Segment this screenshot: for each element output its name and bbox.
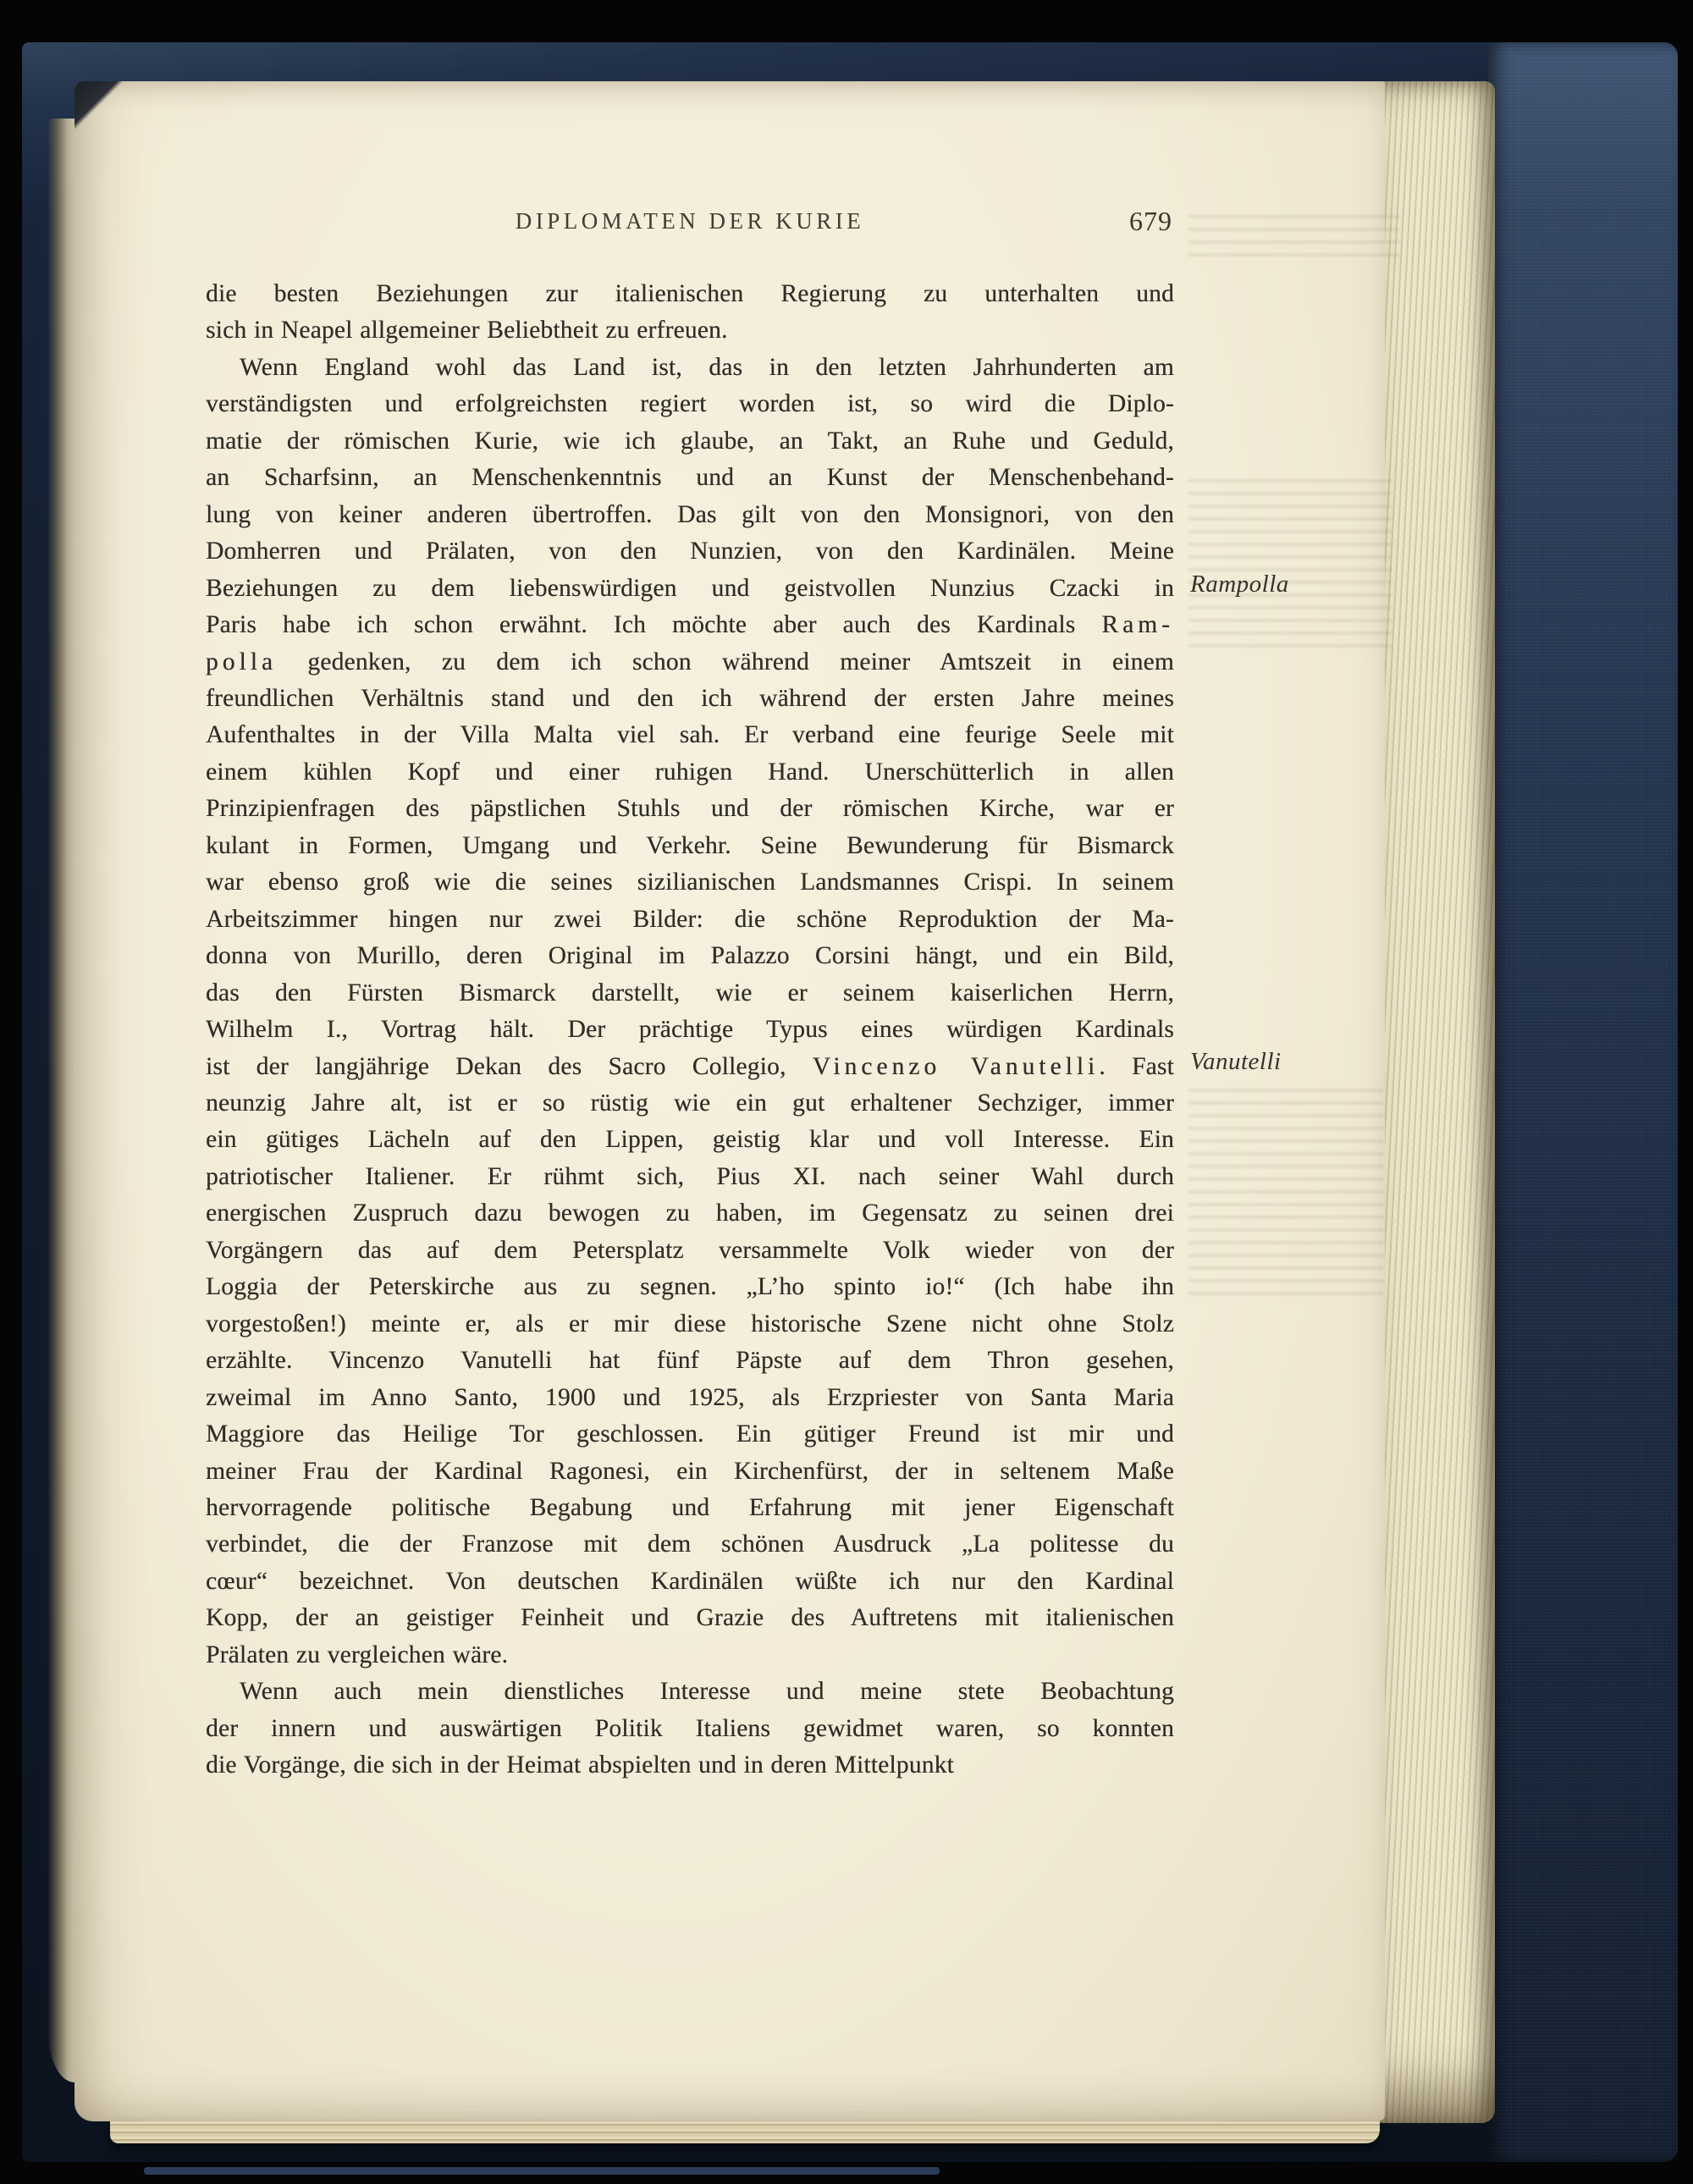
text-segment: energischen Zuspruch dazu bewogen zu haben, im Gegensatz zu seinen drei — [206, 1200, 1174, 1227]
text-line — [206, 607, 1174, 643]
text-segment: hervorragende politische Begabung und Erfahrung mit jener Eigenschaft — [206, 1493, 1174, 1521]
text-segment: Arbeitszimmer hingen nur zwei Bilder: die schöne Reproduktion der Ma- — [206, 905, 1174, 933]
text-segment: ist der langjährige Dekan des Sacro Collegio, — [206, 1052, 813, 1080]
text-line — [206, 533, 1174, 570]
page-corner-fold — [74, 81, 122, 129]
text-segment: lung von keiner anderen übertroffen. Das gilt von den Monsignori, von den — [206, 500, 1174, 528]
text-line — [206, 1674, 1174, 1710]
text-line — [206, 1085, 1174, 1122]
text-line — [206, 1195, 1174, 1232]
text-line — [206, 571, 1174, 607]
text-line — [206, 1049, 1174, 1085]
letterspaced-emphasis: polla — [206, 648, 278, 676]
text-line — [206, 864, 1174, 901]
text-segment: Paris habe ich schon erwähnt. Ich möchte aber auch des Kardinals — [206, 611, 1102, 639]
page-bottom-edge — [110, 2121, 1380, 2143]
text-segment: verbindet, die der Franzose mit dem schönen Ausdruck „La politesse du — [206, 1530, 1174, 1558]
text-line — [206, 717, 1174, 753]
text-segment: Prinzipienfragen des päpstlichen Stuhls und der römischen Kirche, war er — [206, 795, 1174, 823]
text-line — [206, 386, 1174, 422]
letterspaced-emphasis: Ram- — [1101, 611, 1174, 639]
text-segment: der innern und auswärtigen Politik Italiens gewidmet waren, so konnten — [206, 1714, 1174, 1742]
text-segment: war ebenso groß wie die seines sizilianischen Landsmannes Crispi. In seinem — [206, 869, 1174, 896]
text-line — [206, 902, 1174, 938]
body-text — [206, 276, 1174, 1784]
text-line — [206, 1380, 1174, 1416]
text-line — [206, 350, 1174, 386]
show-through — [1188, 215, 1400, 259]
text-line — [206, 1012, 1174, 1048]
text-line — [206, 681, 1174, 717]
text-line — [206, 460, 1174, 496]
text-line — [206, 828, 1174, 864]
text-line — [206, 1526, 1174, 1563]
text-line — [206, 644, 1174, 681]
text-line — [206, 497, 1174, 533]
text-segment: zweimal im Anno Santo, 1900 und 1925, als Erzpriester von Santa Maria — [206, 1383, 1174, 1411]
text-segment: matie der römischen Kurie, wie ich glaube, an Takt, an Ruhe und Geduld, — [206, 427, 1174, 455]
bottom-cover-highlight — [144, 2167, 940, 2175]
text-line — [206, 1490, 1174, 1526]
text-segment: verständigsten und erfolgreichsten regiert worden ist, so wird die Diplo- — [206, 390, 1174, 418]
text-segment: Maggiore das Heilige Tor geschlossen. Ein gütiger Freund ist mir und — [206, 1420, 1174, 1448]
text-line — [206, 1159, 1174, 1195]
book-page — [74, 81, 1385, 2121]
text-segment: ein gütiges Lächeln auf den Lippen, geistig klar und voll Interesse. Ein — [206, 1126, 1174, 1154]
text-segment: neunzig Jahre alt, ist er so rüstig wie ein gut erhaltener Sechziger, immer — [206, 1089, 1174, 1117]
running-title: DIPLOMATEN DER KURIE — [515, 208, 865, 234]
text-line — [206, 1233, 1174, 1269]
text-segment: an Scharfsinn, an Menschenkenntnis und an Kunst der Menschenbehand- — [206, 464, 1174, 492]
text-line — [206, 975, 1174, 1012]
page-left-edge — [47, 119, 74, 2082]
text-line — [206, 791, 1174, 827]
text-segment: gedenken, zu dem ich schon während meiner Amtszeit in einem — [277, 648, 1174, 676]
text-segment: die besten Beziehungen zur italienischen Regierung zu unterhalten und — [206, 280, 1174, 307]
text-line — [206, 1306, 1174, 1343]
text-segment: meiner Frau der Kardinal Ragonesi, ein Kirchenfürst, der in seltenem Maße — [206, 1457, 1174, 1485]
margin-note-rampolla: Rampolla — [1190, 571, 1289, 598]
text-segment: . Fast — [1099, 1052, 1174, 1080]
text-segment: Beziehungen zu dem liebenswürdigen und geistvollen Nunzius Czacki in — [206, 574, 1174, 602]
text-segment: Aufenthaltes in der Villa Malta viel sah. Er verband eine feurige Seele mit — [206, 721, 1174, 749]
page-fore-edge — [1378, 81, 1495, 2123]
text-segment: Domherren und Prälaten, von den Nunzien, von den Kardinälen. Meine — [206, 538, 1174, 565]
text-line — [206, 1343, 1174, 1379]
text-line — [206, 1453, 1174, 1490]
text-line — [206, 1122, 1174, 1158]
text-segment: sich in Neapel allgemeiner Beliebtheit zu erfreuen. — [206, 317, 728, 345]
text-segment: Wenn auch mein dienstliches Interesse und meine stete Beobachtung — [240, 1678, 1174, 1706]
text-segment: erzählte. Vincenzo Vanutelli hat fünf Päpste auf dem Thron gesehen, — [206, 1347, 1174, 1375]
running-header — [206, 208, 1174, 244]
text-segment: patriotischer Italiener. Er rühmt sich, Pius XI. nach seiner Wahl durch — [206, 1162, 1174, 1190]
text-line — [206, 1637, 1174, 1674]
text-segment: Kopp, der an geistiger Feinheit und Grazie des Auftretens mit italienischen — [206, 1604, 1174, 1632]
text-line — [206, 1600, 1174, 1636]
text-segment: Prälaten zu vergleichen wäre. — [206, 1641, 509, 1668]
text-segment: die Vorgänge, die sich in der Heimat abspielten und in deren Mittelpunkt — [206, 1751, 954, 1779]
text-line — [206, 754, 1174, 791]
text-line — [206, 312, 1174, 349]
text-segment: Wilhelm I., Vortrag hält. Der prächtige Typus eines würdigen Kardinals — [206, 1016, 1174, 1044]
text-segment: Vorgängern das auf dem Petersplatz versammelte Volk wieder von der — [206, 1236, 1174, 1264]
text-segment: vorgestoßen!) meinte er, als er mir diese historische Szene nicht ohne Stolz — [206, 1310, 1174, 1337]
text-segment: das den Fürsten Bismarck darstellt, wie er seinem kaiserlichen Herrn, — [206, 979, 1174, 1007]
text-line — [206, 1711, 1174, 1747]
text-segment: cœur“ bezeichnet. Von deutschen Kardinälen wüßte ich nur den Kardinal — [206, 1567, 1174, 1595]
text-segment: freundlichen Verhältnis stand und den ich während der ersten Jahre meines — [206, 684, 1174, 712]
text-segment: kulant in Formen, Umgang und Verkehr. Seine Bewunderung für Bismarck — [206, 831, 1174, 859]
text-line — [206, 1416, 1174, 1453]
text-line — [206, 1269, 1174, 1305]
margin-note-vanutelli: Vanutelli — [1190, 1048, 1282, 1075]
text-line — [206, 276, 1174, 312]
text-line — [206, 938, 1174, 974]
letterspaced-emphasis: Vincenzo Vanutelli — [812, 1052, 1100, 1080]
text-line — [206, 1564, 1174, 1600]
page-number: 679 — [1129, 206, 1172, 236]
show-through — [1188, 479, 1392, 657]
text-segment: Loggia der Peterskirche aus zu segnen. „L’ho spinto io!“ (Ich habe ihn — [206, 1273, 1174, 1301]
right-cloth-cover — [1488, 42, 1678, 2162]
text-segment: Wenn England wohl das Land ist, das in den letzten Jahrhunderten am — [240, 353, 1174, 381]
text-segment: einem kühlen Kopf und einer ruhigen Hand. Unerschütterlich in allen — [206, 758, 1174, 786]
text-line — [206, 423, 1174, 460]
text-segment: donna von Murillo, deren Original im Palazzo Corsini hängt, und ein Bild, — [206, 942, 1174, 970]
text-line — [206, 1747, 1174, 1784]
show-through — [1188, 1089, 1383, 1300]
